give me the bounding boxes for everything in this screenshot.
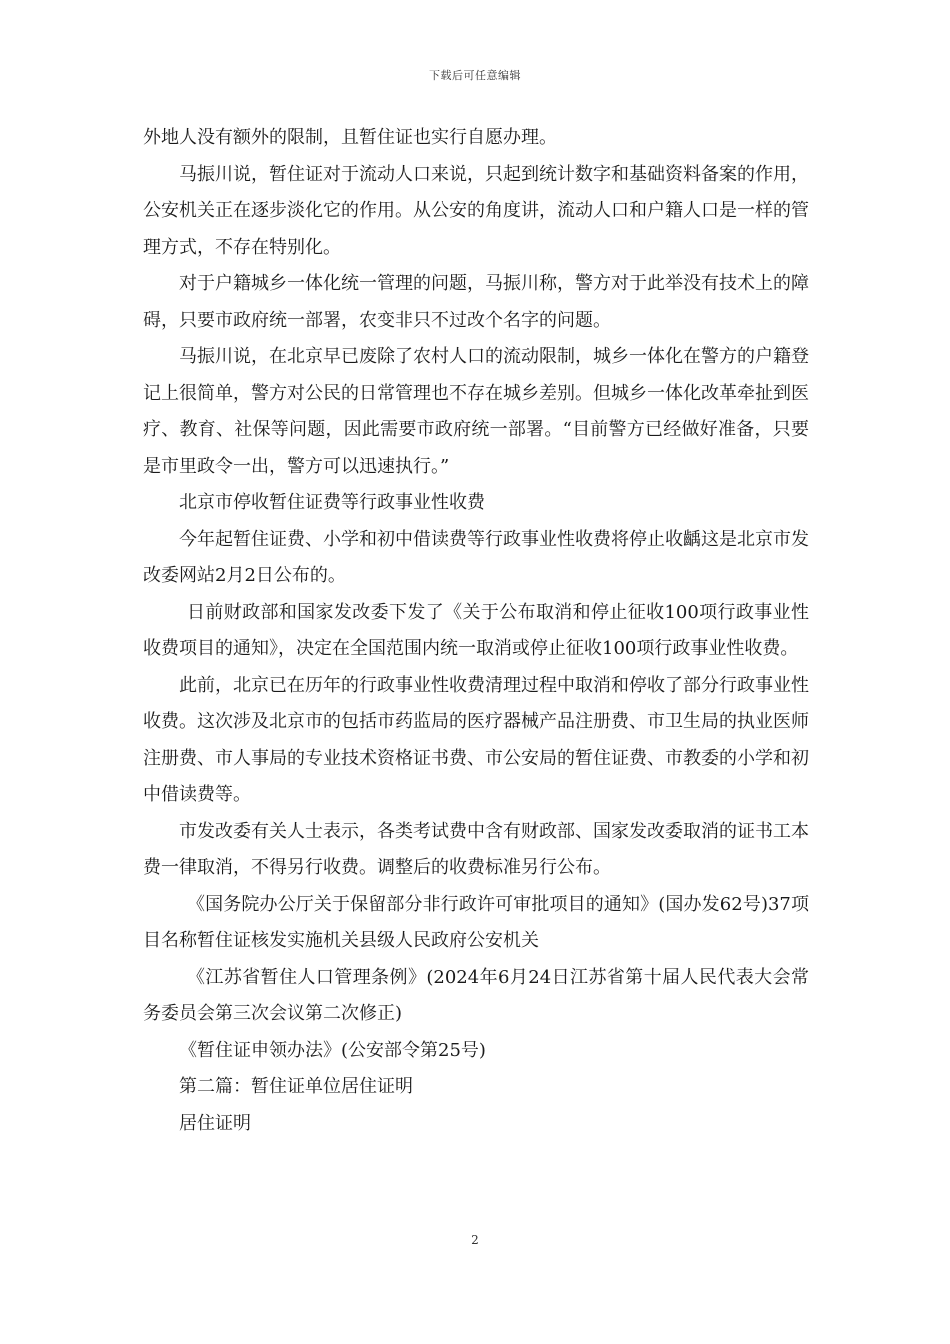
- section-heading: 第二篇：暂住证单位居住证明: [179, 1076, 413, 1097]
- paragraph: 外地人没有额外的限制，且暂住证也实行自愿办理。: [143, 127, 557, 148]
- page-number: 2: [471, 1233, 479, 1247]
- paragraph: 《暂住证申领办法》(公安部令第25号): [179, 1039, 486, 1061]
- paragraph: 马振川说，在北京早已废除了农村人口的流动限制，城乡一体化在警方的户籍登记上很简单，警方对公民的日常管理也不存在城乡差别。但城乡一体化改革牵扯到医疗、教育、社保等问题，因此需要市政府统一部署。“目前警方已经做好准备，只要是市里政令一出，警方可以迅速执行。”: [143, 346, 809, 477]
- paragraph: 《江苏省暂住人口管理条例》(2024年6月24日江苏省第十届人民代表大会常务委员会第三次会议第二次修正): [143, 966, 809, 1024]
- paragraph: 《国务院办公厅关于保留部分非行政许可审批项目的通知》(国办发62号)37项目名称暂住证核发实施机关县级人民政府公安机关: [143, 893, 809, 951]
- paragraph: 对于户籍城乡一体化统一管理的问题，马振川称，警方对于此举没有技术上的障碍，只要市政府统一部署，农变非只不过改个名字的问题。: [143, 273, 809, 331]
- paragraph: 此前，北京已在历年的行政事业性收费清理过程中取消和停收了部分行政事业性收费。这次涉及北京市的包括市药监局的医疗器械产品注册费、市卫生局的执业医师注册费、市人事局的专业技术资格证书费、市公安局的暂住证费、市教委的小学和初中借读费等。: [143, 674, 809, 805]
- page-header: 下载后可任意编辑: [429, 69, 521, 82]
- paragraph: 马振川说，暂住证对于流动人口来说，只起到统计数字和基础资料备案的作用，公安机关正在逐步淡化它的作用。从公安的角度讲，流动人口和户籍人口是一样的管理方式，不存在特别化。: [143, 163, 809, 258]
- paragraph: 居住证明: [179, 1112, 251, 1134]
- paragraph: 市发改委有关人士表示，各类考试费中含有财政部、国家发改委取消的证书工本费一律取消，不得另行收费。调整后的收费标准另行公布。: [143, 820, 809, 878]
- section-heading: 北京市停收暂住证费等行政事业性收费: [179, 492, 485, 513]
- paragraph: 今年起暂住证费、小学和初中借读费等行政事业性收费将停止收齲这是北京市发改委网站2月2日公布的。: [143, 528, 809, 586]
- document-body: [143, 120, 809, 1142]
- paragraph: 日前财政部和国家发改委下发了《关于公布取消和停止征收100项行政事业性收费项目的通知》，决定在全国范围内统一取消或停止征收100项行政事业性收费。: [143, 601, 809, 659]
